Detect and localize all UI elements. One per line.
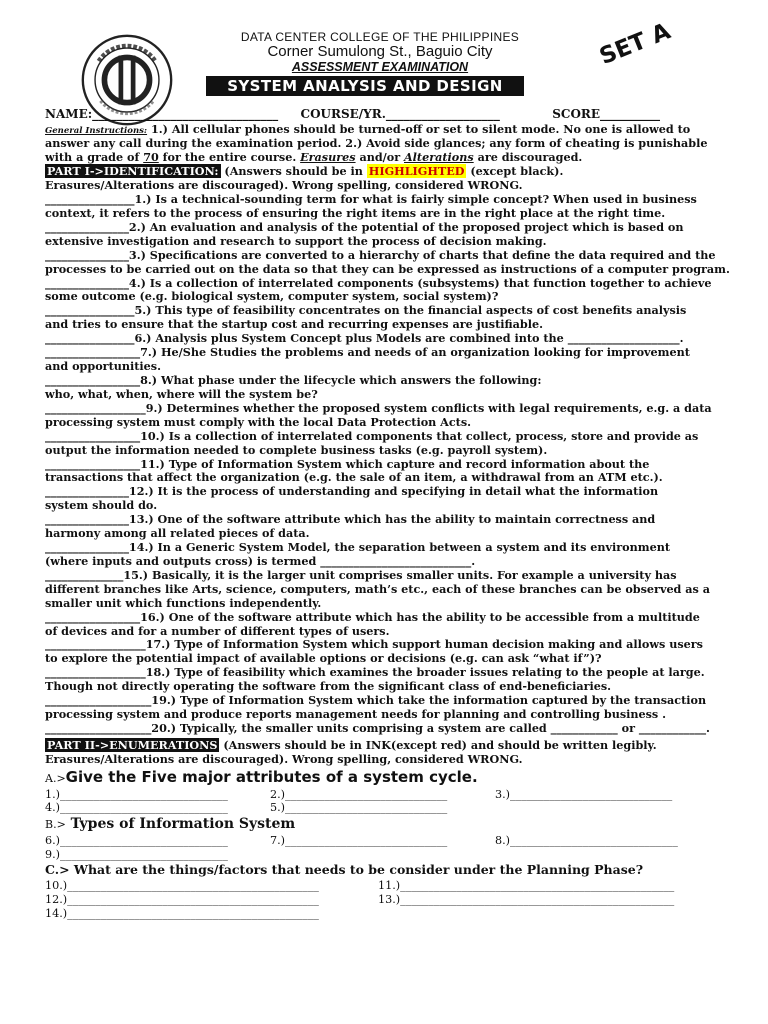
part2-heading: PART II->ENUMERATIONS (Answers should be in INK(except red) and should be written legibly. [47, 738, 657, 752]
question-line: some outcome (e.g. biological system, computer system, social system)? [45, 289, 499, 304]
info-line [45, 108, 660, 122]
name-field[interactable]: NAME:_______________________________ [45, 107, 279, 121]
instructions-line-1: General Instructions: 1.) All cellular phones should be turned-off or set to silent mode. No one is allowed to [45, 122, 691, 136]
set-label: SET A [596, 18, 675, 71]
question-line: _________________11.) Type of Information System which capture and record information about the [45, 456, 650, 471]
question-line: processing system must comply with the local Data Protection Acts. [45, 414, 472, 429]
question-line: transactions that affect the organization (e.g. the sale of an item, a withdrawal from an ATM etc.). [45, 470, 663, 485]
question-line: ___________________20.) Typically, the smaller units comprising a system are called ____________ or ____________. [45, 721, 710, 735]
question-line: of devices and for a number of different types of users. [45, 623, 390, 638]
question-line: _________________7.) He/She Studies the problems and needs of an organization looking for improvement [45, 345, 690, 360]
question-line: who, what, when, where will the system be? [45, 386, 318, 401]
question-line: _______________3.) Specifications are converted to a hierarchy of charts that define the data required and the [45, 247, 716, 262]
question-line: processing system and produce reports management needs for planning and controlling business . [45, 707, 667, 721]
question-line: ________________1.) Is a technical-sounding term for what is fairly simple concept? When used in business [45, 192, 697, 206]
answer-blank[interactable]: 4.)______________________________ [45, 801, 228, 814]
question-line: __________________9.) Determines whether the proposed system conflicts with legal requirements, e.g. a data [45, 400, 712, 415]
section-c-title: C.> What are the things/factors that needs to be consider under the Planning Phase? [45, 862, 644, 877]
question-line: context, it refers to the process of ensuring the right items are in the right place at the right time. [45, 205, 666, 220]
exam-type: ASSESSMENT EXAMINATION [291, 60, 469, 74]
question-line: ________________6.) Analysis plus System Concept plus Models are combined into the ____________________. [45, 331, 684, 346]
institution-address: Corner Sumulong St., Baguio City [267, 43, 493, 60]
answer-blank[interactable]: 6.)______________________________ [45, 834, 228, 847]
passing-grade: 70 [143, 150, 159, 164]
question-line: to explore the potential impact of available options or decisions (e.g. can ask “what if”)? [45, 651, 602, 666]
answer-blank[interactable]: 11.)_________________________________________________ [378, 879, 675, 892]
question-line: _________________10.) Is a collection of interrelated components that collect, process, store and provide as [45, 428, 699, 443]
question-line: __________________18.) Type of feasibility which examines the broader issues relating to the people at large. [45, 665, 705, 680]
question-line: _______________13.) One of the software attribute which has the ability to maintain correctness and [45, 512, 656, 527]
part1-heading: PART I->IDENTIFICATION: (Answers should be in HIGHLIGHTED (except black). [47, 164, 564, 178]
answer-blank[interactable]: 8.)______________________________ [495, 834, 678, 847]
part2-label: PART II->ENUMERATIONS [47, 738, 218, 752]
answer-blank[interactable]: 3.)_____________________________ [495, 788, 673, 801]
question-line: processes to be carried out on the data so that they can be expressed as instructions of a computer program. [45, 261, 730, 276]
question-line: (where inputs and outputs cross) is termed ___________________________. [45, 553, 476, 568]
instructions-line-3: with a grade of 70 for the entire course. Erasures and/or Alterations are discouraged. [45, 150, 583, 164]
question-line: __________________17.) Type of Information System which support human decision making and allows users [45, 637, 703, 652]
highlight-badge: HIGHLIGHTED [368, 164, 465, 178]
question-line: different branches like Arts, science, computers, math’s etc., each of these branches can be observed as a [45, 581, 710, 596]
section-a-title: A.>Give the Five major attributes of a system cycle. [45, 768, 478, 786]
answer-blank[interactable]: 12.)_____________________________________________ [45, 893, 319, 906]
part2-instruction-line-2: Erasures/Alterations are discouraged). Wrong spelling, considered WRONG. [45, 752, 523, 766]
answer-blank[interactable]: 13.)_________________________________________________ [378, 893, 675, 906]
part1-label: PART I->IDENTIFICATION: [47, 164, 219, 178]
question-line: and opportunities. [45, 359, 161, 373]
question-line: system should do. [45, 498, 158, 513]
answer-blank[interactable]: 2.)_____________________________ [270, 788, 448, 801]
score-field[interactable]: SCORE__________ [552, 107, 661, 121]
question-line: _______________2.) An evaluation and analysis of the potential of the proposed project which is based on [45, 219, 684, 234]
question-line: smaller unit which functions independently. [45, 595, 322, 610]
question-line: extensive investigation and research to support the process of decision making. [45, 233, 547, 248]
question-line: ______________15.) Basically, it is the larger unit comprises smaller units. For example a university has [45, 567, 677, 582]
question-line: _________________16.) One of the software attribute which has the ability to be accessible from a multitude [45, 609, 700, 624]
answer-blank[interactable]: 5.)_____________________________ [270, 801, 448, 814]
question-line: ___________________19.) Type of Information System which take the information captured by the transaction [45, 693, 707, 708]
answer-blank[interactable]: 14.)_____________________________________________ [45, 907, 319, 920]
answer-blank[interactable]: 10.)_____________________________________________ [45, 879, 319, 892]
question-line: Though not directly operating the software from the significant class of end-beneficiaries. [45, 679, 612, 694]
subject-title: SYSTEM ANALYSIS AND DESIGN [206, 76, 524, 96]
instructions-label: General Instructions: [45, 126, 148, 136]
question-line: _______________12.) It is the process of understanding and specifying in detail what the information [45, 484, 659, 499]
instructions-line-2: answer any call during the examination period. 2.) Avoid side glances; any form of cheating is punishable [45, 136, 708, 150]
question-line: _________________8.) What phase under the lifecycle which answers the following: [45, 373, 542, 387]
answer-blank[interactable]: 9.)______________________________ [45, 848, 228, 861]
question-line: and tries to ensure that the startup cost and recurring expenses are justifiable. [45, 317, 543, 332]
answer-blank[interactable]: 1.)______________________________ [45, 788, 228, 801]
question-line: _______________14.) In a Generic System Model, the separation between a system and its environment [45, 540, 671, 554]
question-line: harmony among all related pieces of data. [45, 526, 310, 541]
institution-name: DATA CENTER COLLEGE OF THE PHILIPPINES [240, 30, 520, 44]
course-field[interactable]: COURSE/YR.___________________ [300, 107, 500, 121]
part1-instruction-line-2: Erasures/Alterations are discouraged). Wrong spelling, considered WRONG. [45, 178, 523, 192]
question-line: ________________5.) This type of feasibility concentrates on the financial aspects of cost benefits analysis [45, 303, 687, 318]
question-line: output the information needed to complete business tasks (e.g. payroll system). [45, 442, 548, 457]
question-line: _______________4.) Is a collection of interrelated components (subsystems) that function together to achieve [45, 275, 712, 290]
section-b-title: B.> Types of Information System [45, 816, 296, 832]
answer-blank[interactable]: 7.)_____________________________ [270, 834, 448, 847]
